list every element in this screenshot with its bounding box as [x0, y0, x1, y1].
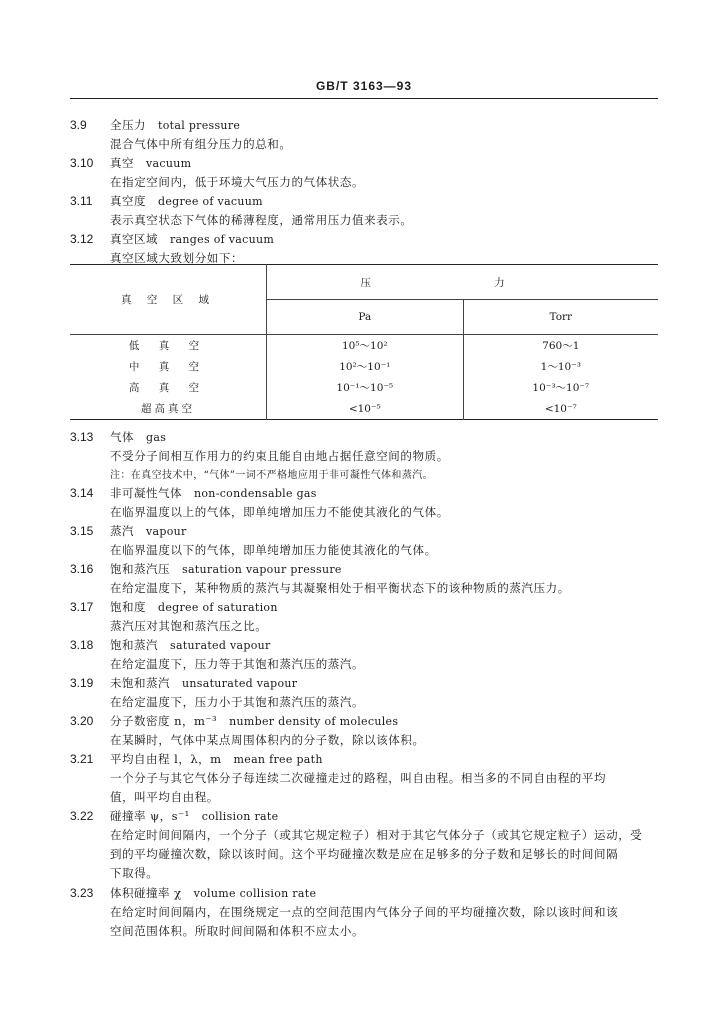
table-header-region: 真 空 区 域	[70, 265, 267, 335]
definition-line: 在给定时间间隔内，在围绕规定一点的空间范围内气体分子间的平均碰撞次数，除以该时间和该	[110, 905, 619, 919]
term-number: 3.13	[70, 430, 94, 444]
definition-line: 在指定空间内，低于环境大气压力的气体状态。	[110, 175, 365, 189]
term-chinese: 饱和蒸汽压	[110, 562, 170, 576]
definition-line: 真空区域大致划分如下：	[110, 251, 244, 265]
term-number: 3.9	[70, 118, 87, 132]
definition-line: 在给定温度下，压力小于其饱和蒸汽压的蒸汽。	[110, 695, 365, 709]
definition-line: 蒸汽压对其饱和蒸汽压之比。	[110, 619, 268, 633]
term-number: 3.15	[70, 524, 94, 538]
definition-line: 值，叫平均自由程。	[110, 790, 219, 804]
term-entry	[70, 428, 670, 485]
term-entry	[70, 884, 670, 941]
term-entry	[70, 522, 670, 560]
table-cell-pa: 10²～10⁻¹	[267, 356, 464, 377]
term-chinese: 饱和蒸汽	[110, 638, 158, 652]
table-cell-pa: <10⁻⁵	[267, 398, 464, 420]
term-english: mean free path	[233, 753, 323, 766]
term-chinese: 真空度	[110, 194, 146, 208]
term-number: 3.22	[70, 809, 94, 823]
term-english: saturated vapour	[170, 639, 271, 652]
definition-line: 不受分子间相互作用力的约束且能自由地占据任意空间的物质。	[110, 449, 449, 463]
term-english: unsaturated vapour	[182, 677, 298, 690]
term-heading	[70, 230, 670, 249]
term-chinese: 碰撞率 ψ，s⁻¹	[110, 809, 190, 823]
table-cell-region: 高 真 空	[70, 377, 267, 398]
term-heading	[70, 712, 670, 731]
note-line: 注：在真空技术中，“气体”一词不严格地应用于非可凝性气体和蒸汽。	[110, 470, 434, 481]
term-heading	[70, 807, 670, 826]
term-heading	[70, 598, 670, 617]
table-cell-region: 低 真 空	[70, 335, 267, 357]
term-heading	[70, 116, 670, 135]
term-heading	[70, 522, 670, 541]
term-entry	[70, 674, 670, 712]
term-chinese: 分子数密度 n，m⁻³	[110, 714, 218, 728]
table-cell-torr: 1～10⁻³	[540, 361, 581, 373]
term-heading	[70, 484, 670, 503]
term-entry	[70, 116, 670, 154]
definition-line: 混合气体中所有组分压力的总和。	[110, 137, 292, 151]
term-number: 3.19	[70, 676, 94, 690]
term-english: degree of vacuum	[158, 195, 263, 208]
term-english: vapour	[146, 525, 187, 538]
term-chinese: 真空区域	[110, 232, 158, 246]
term-heading	[70, 154, 670, 173]
term-english: vacuum	[146, 157, 192, 170]
term-english: saturation vapour pressure	[182, 563, 342, 576]
term-chinese: 平均自由程 l，λ，m	[110, 752, 222, 766]
table-cell-pa: 10⁵～10²	[267, 335, 464, 357]
table-header-unit-pa: Pa	[267, 300, 464, 335]
term-heading	[70, 674, 670, 693]
table-cell-pa: 10⁻¹～10⁻⁵	[267, 377, 464, 398]
term-entry	[70, 192, 670, 230]
term-english: ranges of vacuum	[170, 233, 275, 246]
term-number: 3.21	[70, 752, 94, 766]
term-chinese: 气体	[110, 430, 134, 444]
table-cell-region: 中 真 空	[70, 356, 267, 377]
term-chinese: 非可凝性气体	[110, 486, 182, 500]
term-english: gas	[146, 431, 167, 444]
term-heading	[70, 428, 670, 447]
term-number: 3.16	[70, 562, 94, 576]
term-entry	[70, 560, 670, 598]
term-entry	[70, 154, 670, 192]
definition-line: 在某瞬时，气体中某点周围体积内的分子数，除以该体积。	[110, 733, 425, 747]
definition-line: 表示真空状态下气体的稀薄程度，通常用压力值来表示。	[110, 213, 413, 227]
term-chinese: 体积碰撞率 χ	[110, 886, 182, 900]
term-number: 3.11	[70, 194, 93, 208]
term-number: 3.14	[70, 486, 94, 500]
term-english: degree of saturation	[158, 601, 278, 614]
table-row	[70, 356, 658, 377]
table-row	[70, 398, 658, 420]
table-header-pressure: 压 力	[267, 265, 659, 300]
definition-line: 在临界温度以下的气体，即单纯增加压力能使其液化的气体。	[110, 543, 437, 557]
table-header-unit-torr: Torr	[463, 300, 658, 335]
definition-line: 到的平均碰撞次数，除以该时间。这个平均碰撞次数是应在足够多的分子数和足够长的时间间隔	[110, 847, 619, 861]
term-number: 3.10	[70, 156, 94, 170]
term-english: volume collision rate	[193, 887, 317, 900]
term-heading	[70, 750, 670, 769]
term-chinese: 蒸汽	[110, 524, 134, 538]
definition-line: 在给定温度下，某种物质的蒸汽与其凝聚相处于相平衡状态下的该种物质的蒸汽压力。	[110, 581, 570, 595]
definition-line: 下取得。	[110, 866, 159, 880]
definition-line: 在临界温度以上的气体，即单纯增加压力不能使其液化的气体。	[110, 505, 449, 519]
term-heading	[70, 636, 670, 655]
term-number: 3.18	[70, 638, 94, 652]
term-english: collision rate	[201, 810, 279, 823]
table-cell-region: 超高真空	[70, 398, 267, 420]
term-chinese: 真空	[110, 156, 134, 170]
header-rule	[70, 98, 658, 99]
definition-line: 空间范围体积。所取时间间隔和体积不应太小。	[110, 924, 365, 938]
term-heading	[70, 884, 670, 903]
table-row	[70, 377, 658, 398]
term-chinese: 未饱和蒸汽	[110, 676, 170, 690]
standard-header: GB/T 3163—93	[315, 79, 413, 93]
term-entry	[70, 807, 670, 883]
definition-line: 在给定时间间隔内，一个分子（或其它规定粒子）相对于其它气体分子（或其它规定粒子）运动，受	[110, 828, 643, 842]
term-english: number density of molecules	[229, 715, 399, 728]
term-heading	[70, 560, 670, 579]
definition-line: 一个分子与其它气体分子每连续二次碰撞走过的路程，叫自由程。相当多的不同自由程的平均	[110, 771, 607, 785]
term-entry	[70, 230, 670, 268]
term-chinese: 饱和度	[110, 600, 146, 614]
table-cell-torr: 760～1	[542, 340, 580, 352]
term-entry	[70, 712, 670, 750]
term-english: total pressure	[158, 119, 241, 132]
table-cell-torr: 10⁻³～10⁻⁷	[532, 382, 590, 394]
vacuum-ranges-table	[70, 264, 658, 420]
table-row	[70, 335, 658, 357]
term-number: 3.23	[70, 886, 94, 900]
term-heading	[70, 192, 670, 211]
term-entry	[70, 598, 670, 636]
definition-line: 在给定温度下，压力等于其饱和蒸汽压的蒸汽。	[110, 657, 365, 671]
term-chinese: 全压力	[110, 118, 146, 132]
term-entry	[70, 750, 670, 807]
term-number: 3.17	[70, 600, 94, 614]
term-entry	[70, 484, 670, 522]
term-entry	[70, 636, 670, 674]
term-number: 3.12	[70, 232, 94, 246]
term-english: non-condensable gas	[194, 487, 317, 500]
term-number: 3.20	[70, 714, 94, 728]
table-cell-torr: <10⁻⁷	[544, 402, 577, 415]
